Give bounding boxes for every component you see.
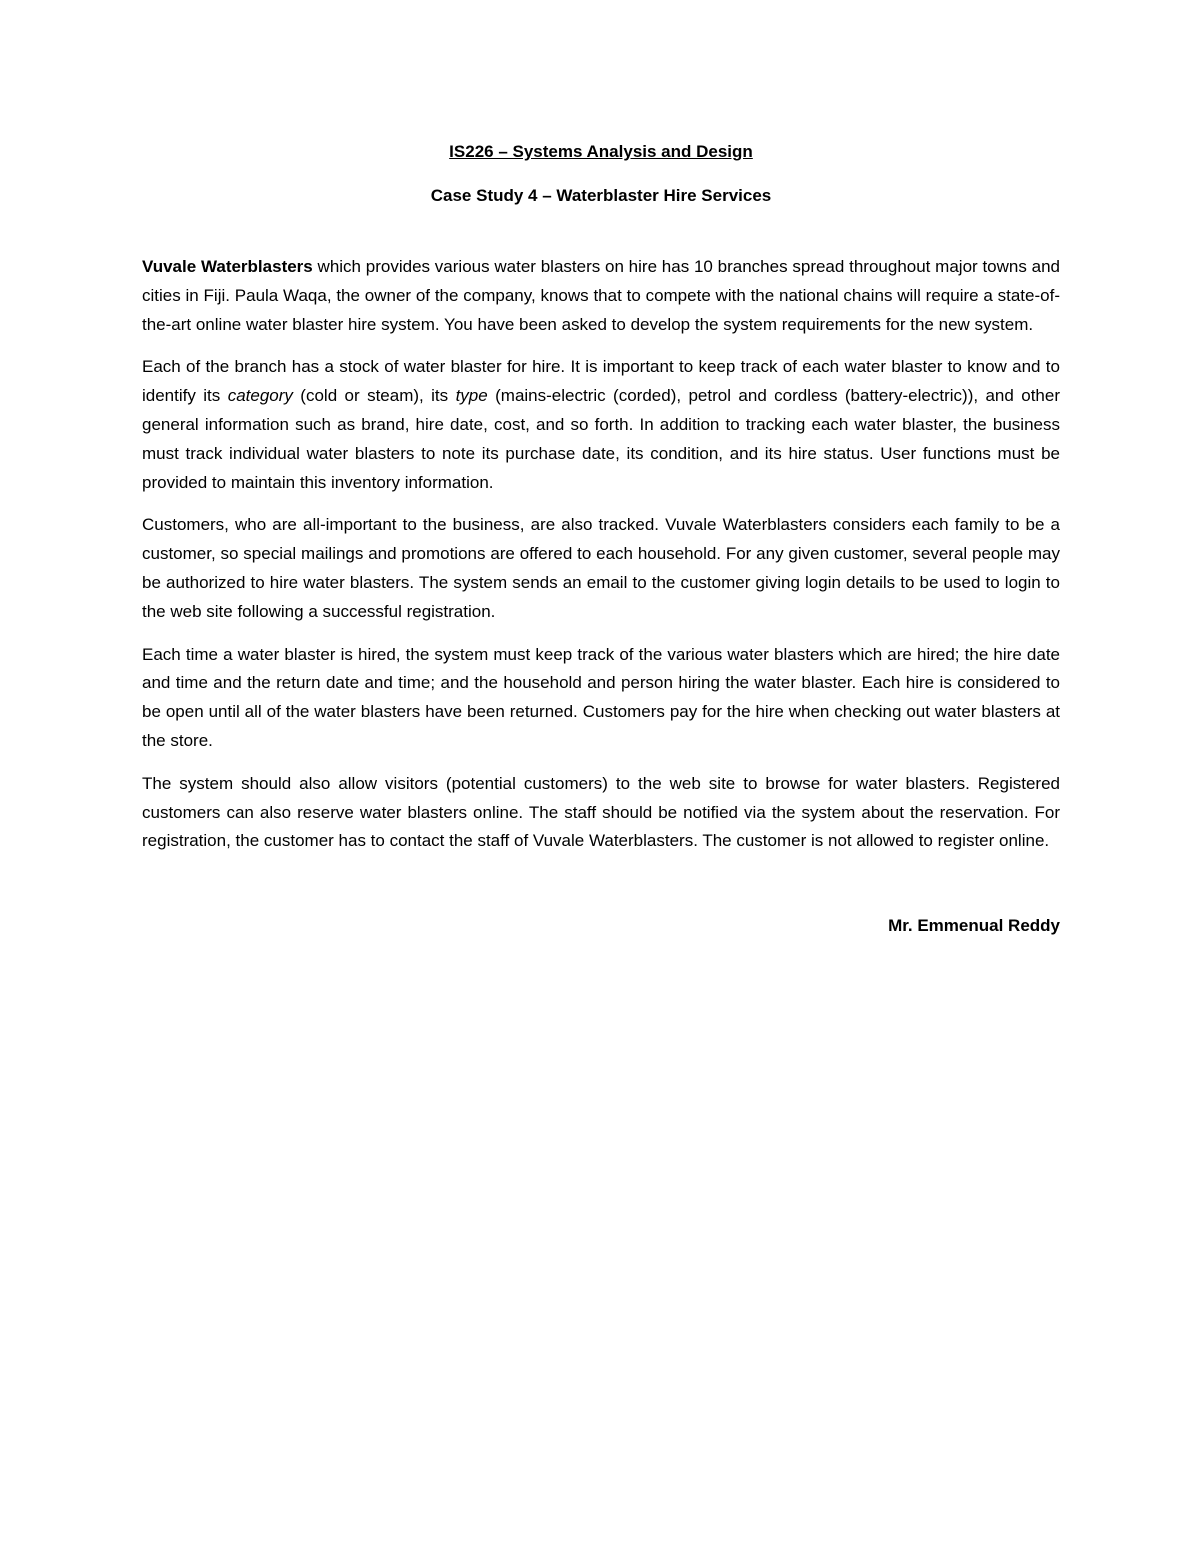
paragraph-inventory <box>142 353 1060 497</box>
paragraph-web-system: The system should also allow visitors (potential customers) to the web site to browse for water blasters. Registered customers can also reserve water blasters online. The staff should be notified via the system about the reservation. For registration, the customer has to contact the staff of Vuvale Waterblasters. The customer is not allowed to register online. <box>142 773 1060 851</box>
paragraph-hire-tracking: Each time a water blaster is hired, the system must keep track of the various water blasters which are hired; the hire date and time and the return date and time; and the household and person hiring the water blaster. Each hire is considered to be open until all of the water blasters have been returned. Customers pay for the hire when checking out water blasters at the store. <box>142 644 1060 750</box>
course-title: IS226 – Systems Analysis and Design <box>449 142 753 161</box>
document-page <box>142 140 1060 938</box>
paragraph-inventory-part-c: (mains-electric (corded), petrol and cordless (battery-electric)), and other general information such as brand, hire date, cost, and so forth. In addition to tracking each water blaster, the business must track individual water blasters to note its purchase date, its condition, and its hire status. User functions must be provided to maintain this inventory information. <box>142 386 1061 492</box>
category-term: category <box>227 386 293 406</box>
author-name: Mr. Emmenual Reddy <box>888 916 1060 936</box>
type-term: type <box>455 386 488 406</box>
paragraph-intro-text: which provides various water blasters on hire has 10 branches spread throughout major towns and cities in Fiji. Paula Waqa, the owner of the company, knows that to compete with the national chains will require a state-of-the-art online water blaster hire system. You have been asked to develop the system requirements for the new system. <box>142 257 1060 334</box>
company-name: Vuvale Waterblasters <box>142 257 313 276</box>
paragraph-customers: Customers, who are all-important to the business, are also tracked. Vuvale Waterblasters considers each family to be a customer, so special mailings and promotions are offered to each household. For any given customer, several people may be authorized to hire water blasters. The system sends an email to the customer giving login details to be used to login to the web site following a successful registration. <box>142 515 1060 621</box>
paragraph-intro <box>142 253 1060 339</box>
paragraph-inventory-part-b: (cold or steam), its <box>292 386 456 406</box>
case-study-title: Case Study 4 – Waterblaster Hire Services <box>430 186 772 205</box>
paragraph-inventory-part-a: Each of the branch has a stock of water blaster for hire. It is important to keep track of each water blaster to know and to identify its <box>142 357 1060 406</box>
